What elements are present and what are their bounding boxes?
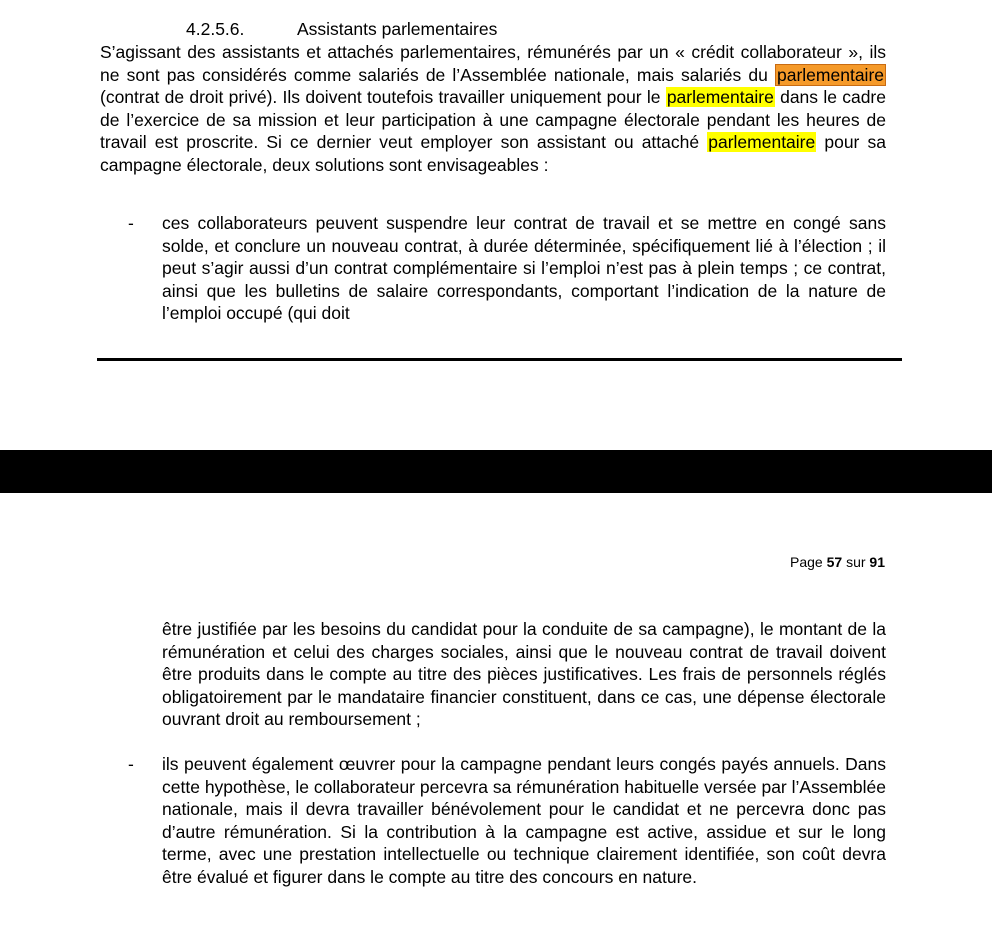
document-page-top [0, 0, 992, 450]
section-number: 4.2.5.6. [186, 19, 245, 39]
current-search-match[interactable]: parlementaire [777, 64, 884, 85]
bullet-marker: - [128, 754, 134, 774]
bullet-continued-text: être justifiée par les besoins du candidat pour la conduite de sa campagne), le montant de la rémunération et celui des charges sociales, ainsi que le nouveau contrat de travail doivent être produits dans le compte au titre des pièces justificatives. Les frais de personnels réglés obligatoirement par le mandataire financier constituent, dans ce cas, une dépense électorale ouvrant droit au remboursement ; [162, 619, 886, 730]
bullet-item [100, 212, 886, 324]
intro-paragraph [100, 41, 886, 177]
page-number [790, 553, 885, 571]
search-match[interactable]: parlementaire [666, 87, 774, 108]
section-heading [186, 18, 497, 40]
page-number-prefix: Page [790, 554, 827, 570]
bullet-row [100, 212, 886, 324]
current-page-number: 57 [826, 554, 843, 570]
intro-text: (contrat de droit privé). Ils doivent toutefois travailler uniquement pour le [100, 87, 666, 108]
bullet-text: ces collaborateurs peuvent suspendre leur contrat de travail et se mettre en congé sans solde, et conclure un nouveau contrat, à durée déterminée, spécifiquement lié à l’élection ; il peut s’agir aussi d’un contrat complémentaire si l’emploi n’est pas à plein temps ; ce contrat, ainsi que les bulletins de salaire correspondants, comportant l’indication de la nature de l’emploi occupé (qui doit [162, 213, 886, 324]
intro-text: dans le cadre de l’exercice de sa mission et leur participation à une campagne électorale pendant les heures de travail est proscrite. Si ce dernier veut employer son assistant ou attaché [100, 87, 886, 153]
footnote-rule [97, 358, 902, 361]
intro-text: S’agissant des assistants et attachés parlementaires, rémunérés par un « crédit collaborateur », ils ne sont pas considérés comme salariés de l’Assemblée nationale, mais salariés du [100, 42, 886, 85]
page-separator [0, 450, 992, 493]
intro-text: pour sa campagne électorale, deux solutions sont envisageables : [100, 132, 886, 175]
bullet-marker: - [128, 213, 134, 233]
search-match[interactable]: parlementaire [708, 132, 816, 153]
page-number-middle: sur [842, 554, 870, 570]
bullet-text: ils peuvent également œuvrer pour la campagne pendant leurs congés payés annuels. Dans cette hypothèse, le collaborateur percevra sa rémunération habituelle versée par l’Assemblée nationale, mais il devra travailler bénévolement pour le candidat et ne percevra donc pas d’autre rémunération. Si la contribution à la campagne est active, assidue et sur le long terme, avec une prestation intellectuelle ou technique clairement identifiée, son coût devra être évalué et figurer dans le compte au titre des concours en nature. [162, 754, 886, 887]
total-page-count: 91 [869, 554, 885, 570]
bullet-item [100, 753, 886, 889]
section-title: Assistants parlementaires [297, 19, 498, 39]
bullet-row [100, 753, 886, 889]
